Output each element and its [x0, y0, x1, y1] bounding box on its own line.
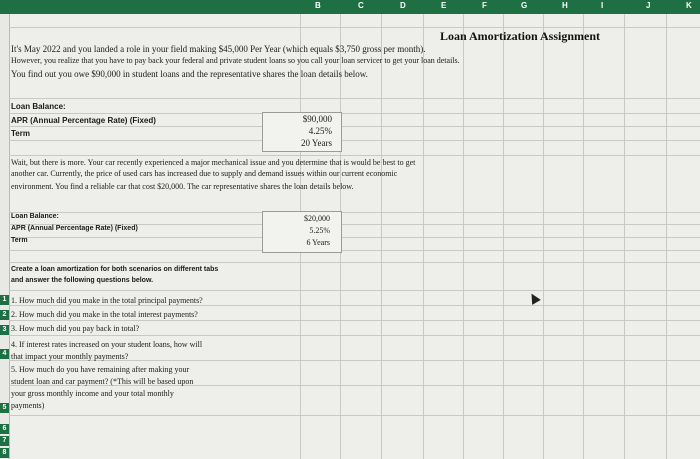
column-header-d[interactable]: D [400, 1, 406, 10]
question-line: 5. How much do you have remaining after making your [11, 365, 190, 374]
grid-line [9, 290, 700, 291]
row-number[interactable]: 2 [0, 310, 9, 320]
grid-line [9, 305, 700, 306]
grid-line [9, 98, 700, 99]
car-intro-line: another car. Currently, the price of used cars has increased due to supply and demand issues within our current economic [11, 169, 398, 178]
instructions-line: and answer the following questions below. [11, 277, 154, 284]
row-number[interactable]: 6 [0, 424, 9, 434]
column-header-i[interactable]: I [601, 1, 604, 10]
car-intro-line: Wait, but there is more. Your car recently experienced a major mechanical issue and you determine that is would be best to get [11, 158, 416, 167]
grid-line [9, 250, 700, 251]
question-line: your gross monthly income and your total monthly [11, 389, 174, 398]
grid-line [9, 320, 700, 321]
car-loan-balance-value[interactable]: $20,000 [304, 214, 330, 223]
grid-line [9, 126, 700, 127]
car-term-label: Term [11, 237, 28, 244]
question-line: 4. If interest rates increased on your student loans, how will [11, 340, 203, 349]
car-apr-label: APR (Annual Percentage Rate) (Fixed) [11, 225, 138, 232]
row-number[interactable]: 8 [0, 448, 9, 458]
grid-line [9, 415, 700, 416]
intro-line: It's May 2022 and you landed a role in your field making $45,000 Per Year (which equals $3,750 gross per month). [11, 44, 426, 54]
student-loan-apr-value[interactable]: 4.25% [308, 126, 332, 136]
grid-line [9, 155, 700, 156]
grid-line [9, 140, 700, 141]
grid-line [9, 27, 700, 28]
column-header-g[interactable]: G [521, 1, 528, 10]
question-line: 1. How much did you make in the total principal payments? [11, 296, 203, 305]
apr-label: APR (Annual Percentage Rate) (Fixed) [11, 116, 156, 125]
term-label: Term [11, 129, 30, 138]
column-header-b[interactable]: B [315, 1, 321, 10]
grid-line [9, 262, 700, 263]
question-line: 2. How much did you make in the total interest payments? [11, 310, 198, 319]
grid-line [9, 335, 700, 336]
column-header-f[interactable]: F [482, 1, 487, 10]
column-header-k[interactable]: K [686, 1, 692, 10]
column-header-j[interactable]: J [646, 1, 651, 10]
column-header-h[interactable]: H [562, 1, 568, 10]
loan-balance-label: Loan Balance: [11, 102, 66, 111]
question-line: that impact your monthly payments? [11, 352, 129, 361]
row-number[interactable]: 7 [0, 436, 9, 446]
row-number[interactable]: 4 [0, 349, 9, 359]
student-loan-balance-value[interactable]: $90,000 [302, 114, 332, 124]
row-number[interactable]: 1 [0, 295, 9, 305]
car-loan-balance-label: Loan Balance: [11, 213, 59, 220]
student-loan-term-value[interactable]: 20 Years [300, 138, 332, 148]
car-loan-term-value[interactable]: 6 Years [306, 238, 330, 247]
question-line: 3. How much did you pay back in total? [11, 324, 140, 333]
row-number[interactable]: 3 [0, 325, 9, 335]
intro-line: You find out you owe $90,000 in student loans and the representative shares the loan details below. [11, 69, 368, 79]
grid-line [9, 212, 700, 213]
car-intro-line: environment. You find a reliable car that cost $20,000. The car representative shares the loan details below. [11, 182, 354, 191]
column-header-c[interactable]: C [358, 1, 364, 10]
mouse-cursor-icon [527, 291, 541, 305]
grid-line [9, 113, 700, 114]
row-number[interactable]: 5 [0, 403, 9, 413]
grid-line [9, 237, 700, 238]
question-line: student loan and car payment? (*This will be based upon [11, 377, 194, 386]
column-header-bar [0, 0, 700, 14]
page-title: Loan Amortization Assignment [440, 29, 601, 43]
car-loan-apr-value[interactable]: 5.25% [309, 226, 330, 235]
column-header-e[interactable]: E [441, 1, 447, 10]
question-line: payments) [11, 401, 45, 410]
instructions-line: Create a loan amortization for both scenarios on different tabs [11, 266, 219, 273]
intro-line: However, you realize that you have to pay back your federal and private student loans so you call your loan servicer to get your loan details. [11, 56, 460, 65]
